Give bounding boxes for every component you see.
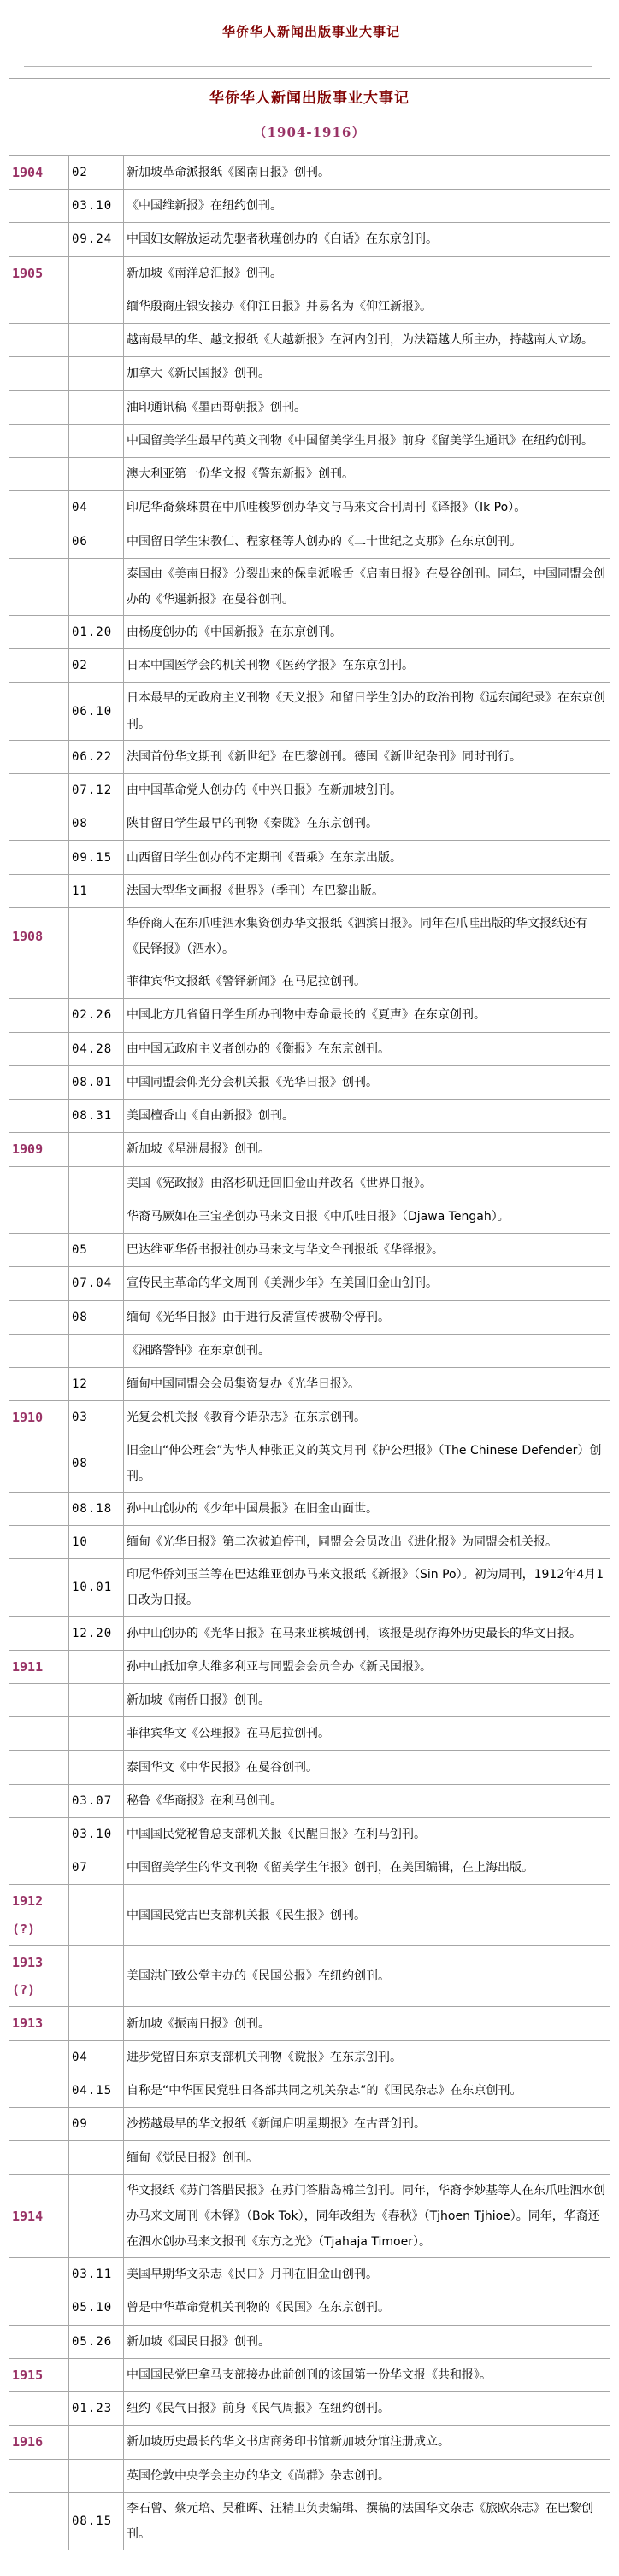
event-cell: 英国伦敦中央学会主办的华文《尚群》杂志创刊。 [124, 2459, 610, 2492]
date-cell: 10 [69, 1526, 124, 1559]
date-cell: 11 [69, 874, 124, 907]
event-cell: 新加坡历史最长的华文书店商务印书馆新加坡分馆注册成立。 [124, 2426, 610, 2459]
table-row [9, 999, 610, 1032]
year-cell: 1904 [9, 155, 69, 189]
date-cell: 04 [69, 2040, 124, 2074]
table-row [9, 2258, 610, 2291]
date-cell [69, 2007, 124, 2040]
event-cell: 进步党留日东京支部机关刊物《谠报》在东京创刊。 [124, 2040, 610, 2074]
year-cell [9, 2459, 69, 2492]
event-cell: 新加坡《振南日报》创刊。 [124, 2007, 610, 2040]
year-cell [9, 390, 69, 424]
table-row [9, 1683, 610, 1716]
table-title: 华侨华人新闻出版事业大事记 [209, 90, 410, 107]
table-row [9, 649, 610, 683]
date-cell: 12 [69, 1368, 124, 1401]
table-row [9, 324, 610, 357]
event-cell: 宣传民主革命的华文周刊《美洲少年》在美国旧金山创刊。 [124, 1267, 610, 1300]
date-cell [69, 1200, 124, 1233]
event-cell: 中国北方几省留日学生所办刊物中寿命最长的《夏声》在东京创刊。 [124, 999, 610, 1032]
event-cell: 缅甸《觉民日报》创刊。 [124, 2141, 610, 2174]
year-cell: 1914 [9, 2174, 69, 2257]
table-header-row [9, 79, 610, 156]
date-cell: 03.10 [69, 190, 124, 223]
year-cell [9, 1851, 69, 1885]
year-cell [9, 683, 69, 740]
table-row [9, 615, 610, 648]
table-body [9, 79, 610, 2550]
event-cell: 印尼华侨刘玉兰等在巴达维亚创办马来文报纸《新报》（Sin Po）。初为周刊，1912年4月1日改为日报。 [124, 1559, 610, 1617]
table-row [9, 2426, 610, 2459]
table-row [9, 1559, 610, 1617]
year-cell [9, 1200, 69, 1233]
event-cell: 中国国民党巴拿马支部接办此前创刊的该国第一份华文报《共和报》。 [124, 2358, 610, 2391]
year-cell [9, 2074, 69, 2107]
date-cell: 07 [69, 1851, 124, 1885]
date-cell: 12.20 [69, 1617, 124, 1650]
event-cell: 中国妇女解放运动先驱者秋瑾创办的《白话》在东京创刊。 [124, 223, 610, 256]
year-cell [9, 1751, 69, 1784]
table-row [9, 190, 610, 223]
year-cell: 1910 [9, 1401, 69, 1435]
table-row [9, 1617, 610, 1650]
table-row [9, 458, 610, 491]
date-cell: 06.22 [69, 740, 124, 773]
event-cell: 中国留美学生最早的英文刊物《中国留美学生月报》前身《留美学生通讯》在纽约创刊。 [124, 424, 610, 457]
event-cell: 加拿大《新民国报》创刊。 [124, 357, 610, 390]
event-cell: 新加坡《南洋总汇报》创刊。 [124, 256, 610, 290]
date-cell [69, 290, 124, 323]
table-row [9, 2459, 610, 2492]
event-cell: 美国早期华文杂志《民口》月刊在旧金山创刊。 [124, 2258, 610, 2291]
table-row [9, 155, 610, 189]
table-row [9, 1200, 610, 1233]
date-cell: 08.15 [69, 2492, 124, 2550]
table-row [9, 683, 610, 740]
year-cell: 1912(?) [9, 1885, 69, 1946]
event-cell: 秘鲁《华商报》在利马创刊。 [124, 1784, 610, 1817]
table-row [9, 223, 610, 256]
year-cell [9, 1817, 69, 1851]
table-row [9, 2007, 610, 2040]
date-cell: 04.15 [69, 2074, 124, 2107]
event-cell: 泰国由《美南日报》分裂出来的保皇派喉舌《启南日报》在曼谷创刊。同年，中国同盟会创办的《华暹新报》在曼谷创刊。 [124, 558, 610, 615]
year-cell: 1908 [9, 907, 69, 965]
event-cell: 光复会机关报《教育今语杂志》在东京创刊。 [124, 1401, 610, 1435]
year-cell [9, 458, 69, 491]
table-row [9, 290, 610, 323]
table-row [9, 2074, 610, 2107]
date-cell: 10.01 [69, 1559, 124, 1617]
date-cell: 08 [69, 807, 124, 841]
table-row [9, 740, 610, 773]
table-row [9, 1100, 610, 1133]
date-cell: 07.04 [69, 1267, 124, 1300]
table-row [9, 1401, 610, 1435]
event-cell: 印尼华裔蔡珠贯在中爪哇梭罗创办华文与马来文合刊周刊《译报》（Ik Po）。 [124, 491, 610, 525]
event-cell: 《湘路警钟》在东京创刊。 [124, 1334, 610, 1367]
date-cell: 04 [69, 491, 124, 525]
year-cell [9, 615, 69, 648]
year-cell [9, 2108, 69, 2141]
date-cell: 08.18 [69, 1492, 124, 1525]
event-cell: 沙捞越最早的华文报纸《新闻启明星期报》在古晋创刊。 [124, 2108, 610, 2141]
year-cell [9, 324, 69, 357]
table-row [9, 424, 610, 457]
year-cell [9, 1166, 69, 1200]
table-row [9, 2040, 610, 2074]
year-cell [9, 1234, 69, 1267]
table-row [9, 357, 610, 390]
table-subtitle: （1904-1916） [253, 124, 366, 140]
event-cell: 巴达维亚华侨书报社创办马来文与华文合刊报纸《华铎报》。 [124, 1234, 610, 1267]
table-row [9, 256, 610, 290]
event-cell: 山西留日学生创办的不定期刊《晋乘》在东京出版。 [124, 841, 610, 874]
date-cell [69, 1650, 124, 1683]
table-row [9, 773, 610, 807]
year-cell [9, 807, 69, 841]
table-row [9, 1368, 610, 1401]
year-cell [9, 1065, 69, 1099]
date-cell [69, 558, 124, 615]
year-cell: 1913 [9, 2007, 69, 2040]
table-row [9, 1851, 610, 1885]
event-cell: 中国留日学生宋教仁、程家柽等人创办的《二十世纪之支那》在东京创刊。 [124, 525, 610, 558]
date-cell: 02 [69, 649, 124, 683]
date-cell: 08.01 [69, 1065, 124, 1099]
year-cell [9, 223, 69, 256]
table-row [9, 1945, 610, 2007]
year-cell [9, 1492, 69, 1525]
date-cell [69, 907, 124, 965]
year-cell [9, 841, 69, 874]
year-cell [9, 525, 69, 558]
year-cell [9, 999, 69, 1032]
table-row [9, 2492, 610, 2550]
horizontal-rule [24, 66, 592, 67]
event-cell: 中国国民党古巴支部机关报《民生报》创刊。 [124, 1885, 610, 1946]
event-cell: 孙中山创办的《少年中国晨报》在旧金山面世。 [124, 1492, 610, 1525]
date-cell: 09.15 [69, 841, 124, 874]
table-row [9, 1492, 610, 1525]
event-cell: 自称是“中华国民党驻日各部共同之机关杂志”的《国民杂志》在东京创刊。 [124, 2074, 610, 2107]
year-cell [9, 1032, 69, 1065]
year-cell [9, 190, 69, 223]
table-row [9, 1817, 610, 1851]
year-cell [9, 1559, 69, 1617]
event-cell: 孙中山抵加拿大维多利亚与同盟会会员合办《新民国报》。 [124, 1650, 610, 1683]
event-cell: 日本最早的无政府主义刊物《天义报》和留日学生创办的政治刊物《远东闻纪录》在东京创刊。 [124, 683, 610, 740]
table-row [9, 1334, 610, 1367]
year-cell [9, 1526, 69, 1559]
year-cell [9, 1617, 69, 1650]
table-row [9, 841, 610, 874]
event-cell: 华侨商人在东爪哇泗水集资创办华文报纸《泗滨日报》。同年在爪哇出版的华文报纸还有《民铎报》（泗水）。 [124, 907, 610, 965]
date-cell: 08 [69, 1300, 124, 1334]
date-cell [69, 1751, 124, 1784]
year-cell [9, 1100, 69, 1133]
event-cell: 美国洪门致公堂主办的《民国公报》在纽约创刊。 [124, 1945, 610, 2007]
table-row [9, 2174, 610, 2257]
year-cell [9, 740, 69, 773]
date-cell: 06 [69, 525, 124, 558]
event-cell: 华裔马厥如在三宝垄创办马来文日报《中爪哇日报》（Djawa Tengah）。 [124, 1200, 610, 1233]
event-cell: 新加坡《南侨日报》创刊。 [124, 1683, 610, 1716]
table-row [9, 2291, 610, 2325]
date-cell: 05 [69, 1234, 124, 1267]
event-cell: 纽约《民气日报》前身《民气周报》在纽约创刊。 [124, 2392, 610, 2426]
year-cell: 1916 [9, 2426, 69, 2459]
date-cell [69, 1334, 124, 1367]
event-cell: 《中国维新报》在纽约创刊。 [124, 190, 610, 223]
event-cell: 中国留美学生的华文刊物《留美学生年报》创刊，在美国编辑，在上海出版。 [124, 1851, 610, 1885]
date-cell [69, 424, 124, 457]
table-row [9, 491, 610, 525]
event-cell: 法国首份华文期刊《新世纪》在巴黎创刊。德国《新世纪杂刊》同时刊行。 [124, 740, 610, 773]
event-cell: 曾是中华革命党机关刊物的《民国》在东京创刊。 [124, 2291, 610, 2325]
year-cell [9, 1683, 69, 1716]
year-cell [9, 424, 69, 457]
date-cell [69, 1717, 124, 1751]
table-row [9, 390, 610, 424]
event-cell: 中国国民党秘鲁总支部机关报《民醒日报》在利马创刊。 [124, 1817, 610, 1851]
date-cell [69, 256, 124, 290]
event-cell: 中国同盟会仰光分会机关报《光华日报》创刊。 [124, 1065, 610, 1099]
table-row [9, 1300, 610, 1334]
date-cell: 08 [69, 1435, 124, 1492]
table-row [9, 1751, 610, 1784]
table-row [9, 1065, 610, 1099]
event-cell: 华文报纸《苏门答腊民报》在苏门答腊岛棉兰创刊。同年，华裔李妙基等人在东爪哇泗水创办马来文周刊《木铎》（Bok Tok），同年改组为《春秋》（Tjhoen Tjhioe）。同年，华裔还在泗水创办马来文报刊《东方之光》（Tjahaja Timoer）。 [124, 2174, 610, 2257]
table-row [9, 965, 610, 999]
table-row [9, 1032, 610, 1065]
table-row [9, 2392, 610, 2426]
table-row [9, 1133, 610, 1166]
date-cell: 09.24 [69, 223, 124, 256]
event-cell: 美国檀香山《自由新报》创刊。 [124, 1100, 610, 1133]
event-cell: 澳大利亚第一份华文报《警东新报》创刊。 [124, 458, 610, 491]
year-cell [9, 558, 69, 615]
table-row [9, 1650, 610, 1683]
date-cell: 06.10 [69, 683, 124, 740]
date-cell: 03.07 [69, 1784, 124, 1817]
date-cell [69, 390, 124, 424]
event-cell: 美国《宪政报》由洛杉矶迁回旧金山并改名《世界日报》。 [124, 1166, 610, 1200]
date-cell: 05.10 [69, 2291, 124, 2325]
event-cell: 旧金山“伸公理会”为华人伸张正义的英文月刊《护公理报》（The Chinese Defender）创刊。 [124, 1435, 610, 1492]
year-cell [9, 2258, 69, 2291]
year-cell [9, 773, 69, 807]
year-cell [9, 2492, 69, 2550]
table-row [9, 2358, 610, 2391]
event-cell: 菲律宾华文《公理报》在马尼拉创刊。 [124, 1717, 610, 1751]
year-cell [9, 1300, 69, 1334]
table-row [9, 2325, 610, 2358]
date-cell: 02 [69, 155, 124, 189]
year-cell [9, 1435, 69, 1492]
event-cell: 由中国无政府主义者创办的《衡报》在东京创刊。 [124, 1032, 610, 1065]
page-title: 华侨华人新闻出版事业大事记 [221, 24, 400, 39]
year-cell [9, 357, 69, 390]
date-cell [69, 1885, 124, 1946]
year-cell [9, 491, 69, 525]
event-cell: 新加坡革命派报纸《图南日报》创刊。 [124, 155, 610, 189]
table-row [9, 558, 610, 615]
date-cell [69, 2459, 124, 2492]
year-cell [9, 2040, 69, 2074]
event-cell: 李石曾、蔡元培、吴稚晖、汪精卫负责编辑、撰稿的法国华文杂志《旅欧杂志》在巴黎创刊。 [124, 2492, 610, 2550]
table-row [9, 1717, 610, 1751]
event-cell: 陕甘留日学生最早的刊物《秦陇》在东京创刊。 [124, 807, 610, 841]
date-cell: 04.28 [69, 1032, 124, 1065]
table-row [9, 525, 610, 558]
date-cell [69, 1945, 124, 2007]
date-cell: 09 [69, 2108, 124, 2141]
table-row [9, 1166, 610, 1200]
event-cell: 日本中国医学会的机关刊物《医药学报》在东京创刊。 [124, 649, 610, 683]
event-cell: 缅甸《光华日报》第二次被迫停刊，同盟会会员改出《进化报》为同盟会机关报。 [124, 1526, 610, 1559]
year-cell [9, 1267, 69, 1300]
table-header-cell [9, 79, 610, 156]
event-cell: 由杨度创办的《中国新报》在东京创刊。 [124, 615, 610, 648]
table-row [9, 874, 610, 907]
date-cell: 03.11 [69, 2258, 124, 2291]
year-cell: 1911 [9, 1650, 69, 1683]
event-cell: 缅华殷商庄银安接办《仰江日报》并易名为《仰江新报》。 [124, 290, 610, 323]
year-cell [9, 1334, 69, 1367]
year-cell [9, 1784, 69, 1817]
table-row [9, 807, 610, 841]
date-cell [69, 2174, 124, 2257]
table-row [9, 1885, 610, 1946]
year-cell: 1915 [9, 2358, 69, 2391]
year-cell [9, 1368, 69, 1401]
table-row [9, 1267, 610, 1300]
table-row [9, 2108, 610, 2141]
events-table [9, 78, 610, 2550]
table-row [9, 1234, 610, 1267]
year-cell: 1909 [9, 1133, 69, 1166]
year-cell [9, 2291, 69, 2325]
date-cell: 07.12 [69, 773, 124, 807]
date-cell [69, 458, 124, 491]
year-cell: 1905 [9, 256, 69, 290]
date-cell: 03.10 [69, 1817, 124, 1851]
date-cell [69, 1683, 124, 1716]
date-cell: 08.31 [69, 1100, 124, 1133]
year-cell [9, 2325, 69, 2358]
date-cell: 03 [69, 1401, 124, 1435]
year-cell: 1913(?) [9, 1945, 69, 2007]
date-cell: 01.20 [69, 615, 124, 648]
year-cell [9, 1717, 69, 1751]
event-cell: 法国大型华文画报《世界》（季刊）在巴黎出版。 [124, 874, 610, 907]
date-cell [69, 2141, 124, 2174]
date-cell [69, 2358, 124, 2391]
date-cell [69, 965, 124, 999]
event-cell: 油印通讯稿《墨西哥朝报》创刊。 [124, 390, 610, 424]
event-cell: 越南最早的华、越文报纸《大越新报》在河内创刊，为法籍越人所主办，持越南人立场。 [124, 324, 610, 357]
year-cell [9, 290, 69, 323]
table-row [9, 1435, 610, 1492]
year-cell [9, 2392, 69, 2426]
event-cell: 新加坡《星洲晨报》创刊。 [124, 1133, 610, 1166]
event-cell: 由中国革命党人创办的《中兴日报》在新加坡创刊。 [124, 773, 610, 807]
date-cell [69, 1133, 124, 1166]
event-cell: 新加坡《国民日报》创刊。 [124, 2325, 610, 2358]
table-row [9, 907, 610, 965]
date-cell: 05.26 [69, 2325, 124, 2358]
event-cell: 泰国华文《中华民报》在曼谷创刊。 [124, 1751, 610, 1784]
date-cell [69, 1166, 124, 1200]
date-cell [69, 2426, 124, 2459]
year-cell [9, 965, 69, 999]
table-row [9, 1526, 610, 1559]
date-cell: 01.23 [69, 2392, 124, 2426]
table-row [9, 1784, 610, 1817]
date-cell: 02.26 [69, 999, 124, 1032]
event-cell: 菲律宾华文报纸《警铎新闻》在马尼拉创刊。 [124, 965, 610, 999]
event-cell: 缅甸中国同盟会会员集资复办《光华日报》。 [124, 1368, 610, 1401]
date-cell [69, 324, 124, 357]
event-cell: 孙中山创办的《光华日报》在马来亚槟城创刊，该报是现存海外历史最长的华文日报。 [124, 1617, 610, 1650]
year-cell [9, 2141, 69, 2174]
date-cell [69, 357, 124, 390]
table-row [9, 2141, 610, 2174]
year-cell [9, 649, 69, 683]
event-cell: 缅甸《光华日报》由于进行反清宣传被勒令停刊。 [124, 1300, 610, 1334]
year-cell [9, 874, 69, 907]
